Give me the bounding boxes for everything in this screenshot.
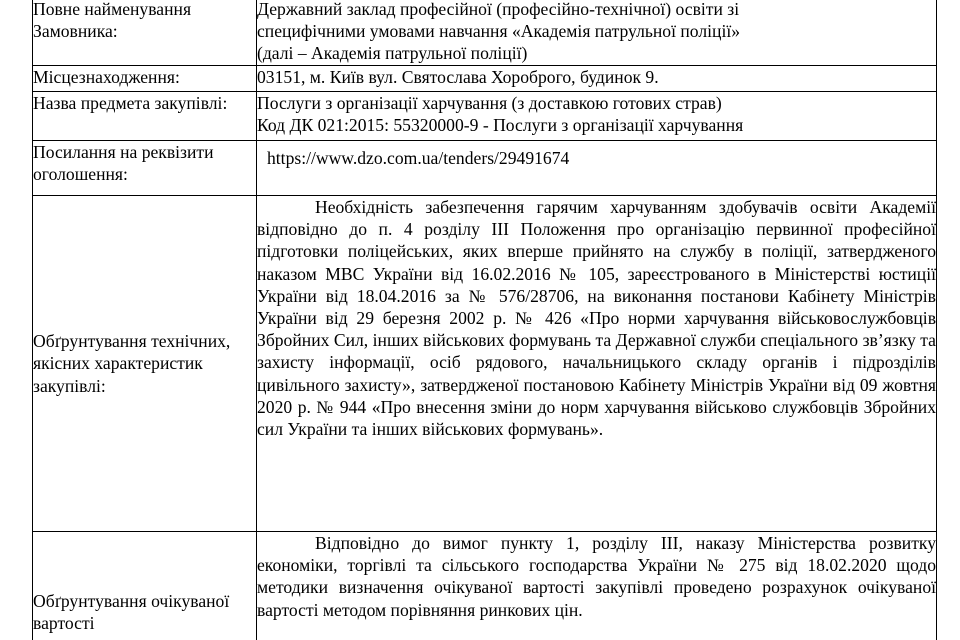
location-label: Місцезнаходження: bbox=[33, 66, 257, 92]
expected-cost-justification-label: Обґрунтування очікуваної вартості bbox=[33, 532, 257, 640]
technical-justification-label: Обґрунтування технічних, якісних характеристик закупівлі: bbox=[33, 196, 257, 532]
announcement-link-label: Посилання на реквізити оголошення: bbox=[33, 141, 257, 196]
procurement-subject-label: Назва предмета закупівлі: bbox=[33, 92, 257, 141]
text-line: Послуги з організації харчування (з доставкою готових страв) bbox=[257, 93, 722, 113]
procurement-subject-value bbox=[257, 92, 937, 141]
expected-cost-justification-text: Відповідно до вимог пункту 1, розділу ІІІ, наказу Міністерства розвитку економіки, торгівлі та сільського господарства України № 275 від 18.02.2020 щодо методики визначення очікуваної вартості закупівлі проведено розрахунок очікуваної вартості методом порівняння ринкових цін. bbox=[257, 533, 936, 620]
table-row bbox=[33, 141, 937, 196]
table-row bbox=[33, 92, 937, 141]
technical-justification-value bbox=[257, 196, 937, 532]
procurement-info-table bbox=[32, 0, 937, 640]
text-line: (далі – Академія патрульної поліції) bbox=[257, 43, 528, 64]
customer-name-label: Повне найменування Замовника: bbox=[33, 0, 257, 66]
location-value: 03151, м. Київ вул. Святослава Хороброго, будинок 9. bbox=[257, 66, 937, 92]
announcement-link[interactable]: https://www.dzo.com.ua/tenders/29491674 bbox=[257, 141, 937, 196]
table-row bbox=[33, 532, 937, 640]
table-row bbox=[33, 0, 937, 66]
table-row bbox=[33, 196, 937, 532]
text-line: Державний заклад професійної (професійно-технічної) освіти зі bbox=[257, 0, 740, 19]
customer-name-value bbox=[257, 0, 937, 66]
table-row bbox=[33, 66, 937, 92]
text-line: специфічними умовами навчання «Академія патрульної поліції» bbox=[257, 21, 741, 42]
expected-cost-justification-value bbox=[257, 532, 937, 640]
text-line: Код ДК 021:2015: 55320000-9 - Послуги з організації харчування bbox=[257, 115, 744, 136]
technical-justification-text: Необхідність забезпечення гарячим харчуванням здобувачів освіти Академії відповідно до п. 4 розділу ІІІ Положення про організацію первинної професійної підготовки поліцейських, яких вперше прийнято на службу в поліції, затвердженого наказом МВС України від 16.02.2016 № 105, зареєстрованого в Міністерстві юстиції України від 18.04.2016 за № 576/28706, на виконання постанови Кабінету Міністрів України від 29 березня 2002 р. № 426 «Про норми харчування військовослужбовців Збройних Сил, інших військових формувань та Державної служби спеціального зв’язку та захисту інформації, осіб рядового, начальницького складу органів і підрозділів цивільного захисту», затвердженої постановою Кабінету Міністрів України від 09 жовтня 2020 р. № 944 «Про внесення зміни до норм харчування військово службовців Збройних сил України та інших військових формувань». bbox=[257, 197, 936, 440]
